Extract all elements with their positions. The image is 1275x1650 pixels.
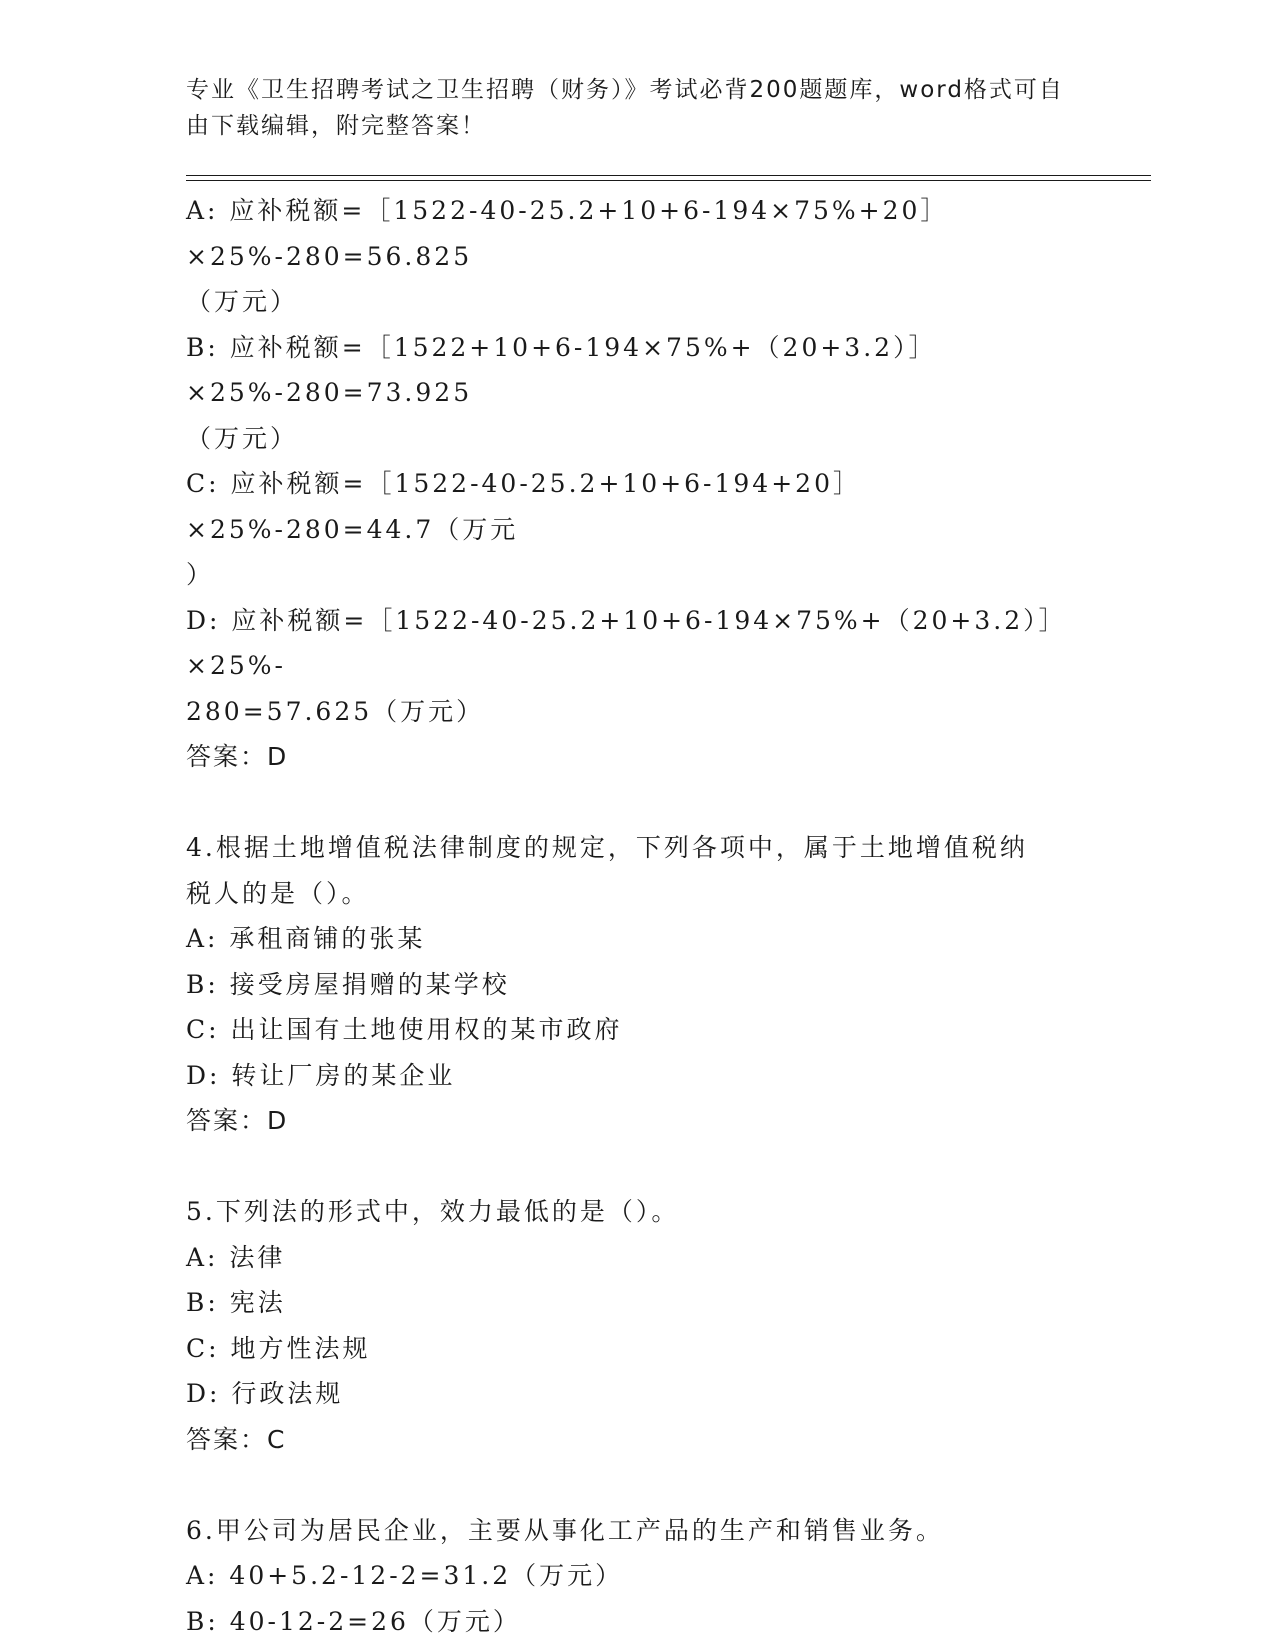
option-d: D: 转让厂房的某企业 bbox=[186, 1060, 456, 1090]
question-stem-line-1: 4.根据土地增值税法律制度的规定，下列各项中，属于土地增值税纳 bbox=[186, 833, 1028, 862]
option-a: A: 承租商铺的张某 bbox=[186, 924, 426, 953]
option-d-line-1: D: 应补税额=［1522-40-25.2+10+6-194×75%+（20+3.2）］×25%- bbox=[186, 605, 1067, 680]
option-d-line-2: 280=57.625（万元） bbox=[186, 696, 485, 726]
header-divider-bottom bbox=[186, 180, 1151, 181]
spacer bbox=[186, 1462, 1071, 1508]
option-c-line-2: ） bbox=[186, 560, 215, 589]
option-c: C: 地方性法规 bbox=[186, 1333, 371, 1363]
question-3-options bbox=[186, 188, 1071, 780]
header-line-1: 专业《卫生招聘考试之卫生招聘（财务）》考试必背200题题库，word格式可自 bbox=[186, 77, 1064, 103]
answer-label: 答案：D bbox=[186, 742, 289, 771]
option-d: D: 行政法规 bbox=[186, 1379, 344, 1408]
option-a-line-1: A: 应补税额=［1522-40-25.2+10+6-194×75%+20］×25%-280=56.825 bbox=[186, 196, 949, 271]
document-header bbox=[186, 72, 1066, 144]
question-6 bbox=[186, 1508, 1071, 1645]
option-c: C: 出让国有土地使用权的某市政府 bbox=[186, 1015, 623, 1044]
question-stem-line-2: 税人的是（）。 bbox=[186, 878, 370, 908]
spacer bbox=[186, 780, 1071, 826]
question-4 bbox=[186, 825, 1071, 1144]
answer-label: 答案：D bbox=[186, 1106, 289, 1135]
document-body bbox=[186, 188, 1071, 1644]
option-b-line-1: B: 应补税额=［1522+10+6-194×75%+（20+3.2）］×25%-280=73.925 bbox=[186, 332, 937, 407]
answer-label: 答案：C bbox=[186, 1424, 287, 1454]
question-stem: 5.下列法的形式中，效力最低的是（）。 bbox=[186, 1197, 680, 1226]
spacer bbox=[186, 1144, 1071, 1190]
option-b: B: 40-12-2=26（万元） bbox=[186, 1606, 521, 1636]
header-line-2: 由下载编辑，附完整答案！ bbox=[186, 113, 486, 139]
option-b: B: 宪法 bbox=[186, 1288, 286, 1317]
option-a: A: 40+5.2-12-2=31.2（万元） bbox=[186, 1561, 624, 1590]
question-stem: 6.甲公司为居民企业，主要从事化工产品的生产和销售业务。 bbox=[186, 1515, 944, 1545]
option-c-line-1: C: 应补税额=［1522-40-25.2+10+6-194+20］×25%-280=44.7（万元 bbox=[186, 469, 861, 544]
question-5 bbox=[186, 1189, 1071, 1462]
option-a: A: 法律 bbox=[186, 1242, 286, 1272]
option-b-line-2: （万元） bbox=[186, 423, 299, 453]
header-divider-top bbox=[186, 175, 1151, 176]
option-b: B: 接受房屋捐赠的某学校 bbox=[186, 969, 510, 999]
option-a-line-2: （万元） bbox=[186, 287, 299, 316]
